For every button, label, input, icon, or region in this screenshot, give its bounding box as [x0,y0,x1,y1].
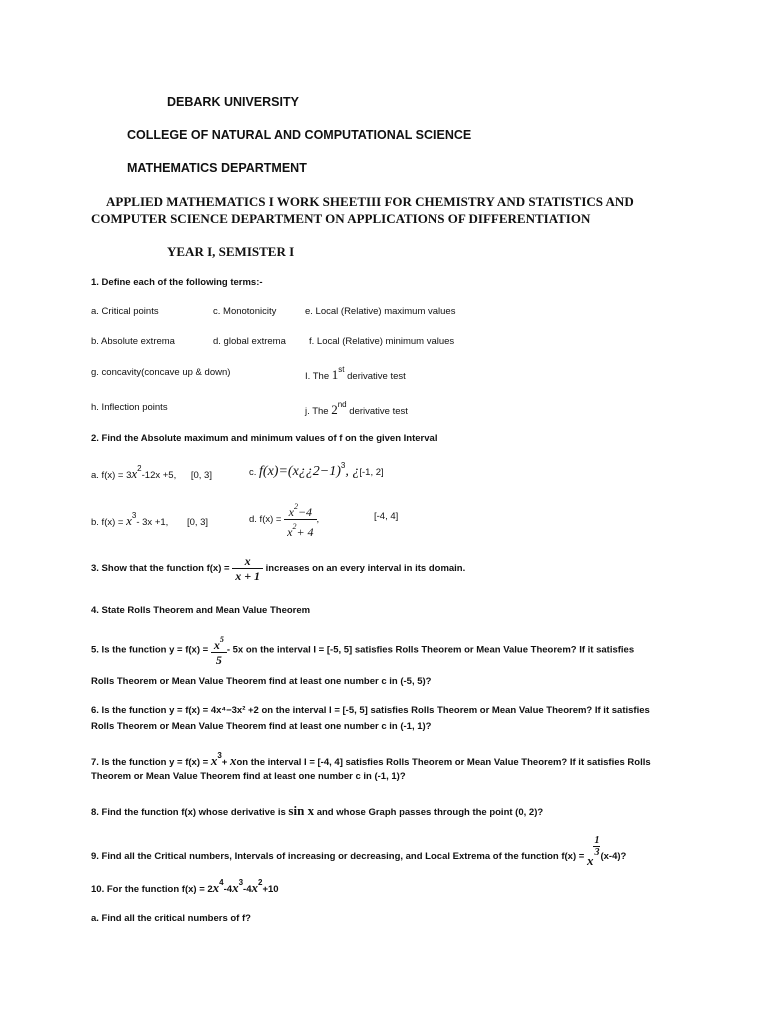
q2-d-num-rest: −4 [297,505,313,519]
q1-item-f: f. Local (Relative) minimum values [309,336,455,347]
q5-num-var: x [213,638,220,652]
q1-item-d: d. global extrema [213,336,286,347]
q1-item-i-number: 1 [331,367,339,382]
question-5-line2: Rolls Theorem or Mean Value Theorem find at least one number c in (-5, 5)? [91,676,432,687]
q3-numerator: x [232,554,263,569]
q2-item-a [91,464,212,482]
q2-item-b [91,511,208,529]
q3-prefix: 3. Show that the function f(x) = [91,563,230,575]
q2-c-tail: , ¿ [345,464,360,479]
q2-b-exponent: 3 [131,511,137,520]
q2-a-prefix: a. f(x) = 3 [91,470,132,481]
q7-var2: x [229,753,237,768]
q10-exp1: 4 [219,878,224,887]
q1-item-j-number: 2 [331,402,338,417]
q1-item-j-suffix: nd [337,400,347,409]
q2-b-rest: - 3x +1, [136,517,169,528]
q2-b-interval: [0, 3] [186,517,209,528]
q2-a-rest: -12x +5, [141,470,177,481]
q2-d-den-var: x [287,525,293,539]
q1-item-i-label: derivative test [347,371,406,382]
q2-d-denominator [284,520,316,539]
q1-item-c: c. Monotonicity [213,306,277,317]
q2-a-interval: [0, 3] [190,470,212,481]
q9-prefix: 9. Find all the Critical numbers, Intervals of increasing or decreasing, and Local Extrema of the function f(x) = [91,851,585,862]
q7-exponent: 3 [217,751,222,760]
q2-item-c [249,461,384,480]
q1-item-i-prefix: I. The [305,371,330,382]
q10-prefix: 10. For the function f(x) = 2 [91,884,213,895]
year-semester: YEAR I, SEMISTER I [167,244,295,259]
q2-c-label: c. [249,467,257,478]
q10-mid1: -4 [223,884,233,895]
question-6-line2: Rolls Theorem or Mean Value Theorem find at least one number c in (-1, 1)? [91,721,432,732]
question-10-a: a. Find all the critical numbers of f? [91,913,251,924]
question-6: 6. Is the function y = f(x) = 4x⁴−3x² +2 on the interval I = [-5, 5] satisfies Rolls Theorem or Mean Value Theorem? If it satisfies [91,705,650,716]
q1-item-j-label: derivative test [349,406,408,417]
q9-exp-num: 1 [594,835,600,846]
q2-b-prefix: b. f(x) = [91,517,124,528]
q1-item-j [305,400,408,418]
q2-d-interval: [-4, 4] [374,511,399,522]
q8-prefix: 8. Find the function f(x) whose derivative is [91,807,286,818]
q1-item-i-suffix: st [338,365,345,374]
question-8 [91,803,543,819]
q2-a-exponent: 2 [137,464,142,473]
q7-var: x [210,753,218,768]
q3-fraction [232,554,263,583]
question-10 [91,878,279,896]
q2-d-num-exp: 2 [293,502,298,511]
q10-var2: x [232,880,239,895]
question-5 [91,633,634,667]
q2-b-var: x [126,513,132,528]
question-9 [91,835,627,868]
q10-mid2: -4 [243,884,252,895]
q5-prefix: 5. Is the function y = f(x) = [91,644,209,656]
q7-suffix: on the interval I = [-4, 4] satisfies Rolls Theorem or Mean Value Theorem? If it satisfies Rolls [236,757,651,768]
question-7 [91,751,651,769]
q2-d-prefix: d. f(x) = [249,514,282,526]
q5-numerator [211,633,227,653]
question-2: 2. Find the Absolute maximum and minimum values of f on the given Interval [91,433,438,444]
q2-d-num-var: x [288,505,294,519]
q10-var3: x [251,880,258,895]
q1-item-b: b. Absolute extrema [91,336,175,347]
q2-d-numerator [284,500,316,520]
q1-item-e: e. Local (Relative) maximum values [305,306,456,317]
q2-a-var: x [131,466,138,481]
q8-suffix: and whose Graph passes through the point (0, 2)? [316,807,544,818]
question-1: 1. Define each of the following terms:- [91,277,263,288]
q10-var1: x [212,880,220,895]
q3-denominator: x + 1 [235,569,261,583]
q2-d-fraction [284,500,316,539]
q10-exp2: 3 [238,878,244,887]
q9-suffix: (x-4)? [600,851,627,862]
question-4: 4. State Rolls Theorem and Mean Value Theorem [91,605,311,616]
q5-fraction [211,633,227,667]
q2-c-interval: [-1, 2] [359,467,384,478]
worksheet-title-line2: COMPUTER SCIENCE DEPARTMENT ON APPLICATIONS OF DIFFERENTIATION [91,211,591,226]
q2-item-d: d. f(x) = $\frac{x^2-4}{x^2+ 4}$ , [249,502,320,539]
question-7-line2: Theorem or Mean Value Theorem find at least one number c in (-1, 1)? [91,771,406,782]
q2-c-expression: f(x)=(x¿¿2−1) [259,464,341,479]
university-title: DEBARK UNIVERSITY [167,95,299,109]
q2-d-den-rest: + 4 [296,525,314,539]
q1-item-a: a. Critical points [91,306,159,317]
college-title: COLLEGE OF NATURAL AND COMPUTATIONAL SCIENCE [127,128,472,142]
q7-prefix: 7. Is the function y = f(x) = [91,757,209,768]
q5-denominator: 5 [215,653,222,667]
q5-num-exp: 5 [219,635,224,644]
q10-exp3: 2 [257,878,263,887]
q5-suffix: - 5x on the interval I = [-5, 5] satisfies Rolls Theorem or Mean Value Theorem? If it satisfies [226,644,635,656]
q1-item-h: h. Inflection points [91,402,168,413]
worksheet-title-line1: APPLIED MATHEMATICS I WORK SHEETIII FOR CHEMISTRY AND STATISTICS AND [106,194,634,209]
q10-suffix: +10 [262,884,279,895]
q9-var: x [586,853,594,868]
question-3 [91,554,465,583]
q1-item-i [305,365,406,383]
q7-plus: + [221,757,228,768]
q2-c-exponent: 3 [340,461,346,470]
q1-item-j-prefix: j. The [305,406,329,417]
q8-expression: sin x [288,803,315,818]
q9-exp-den: 3 [594,847,600,858]
q3-suffix: increases on an every interval in its domain. [265,563,466,575]
q2-d-den-exp: 2 [292,522,297,531]
q1-item-g: g. concavity(concave up & down) [91,367,231,378]
department-title: MATHEMATICS DEPARTMENT [127,161,307,175]
